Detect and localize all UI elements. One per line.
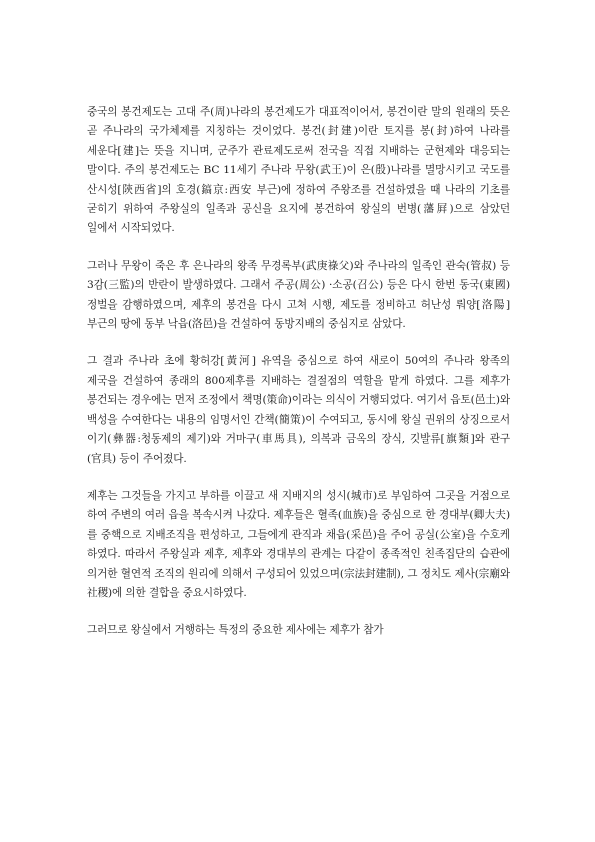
paragraph-zhou-feudalism-origin: 중국의 봉건제도는 고대 주(周)나라의 봉건제도가 대표적이어서, 봉건이란 말의 원래의 뜻은 곧 주나라의 국가체제를 지칭하는 것이었다. 봉건(封建)이란 토지를 봉(封)하여 나라를 세운다[建]는 뜻을 지니며, 군주가 관료제도로써 전국을 직접 지배하는 군현제와 대응되는 말이다. 주의 봉건제도는 BC 11세기 주나라 무왕(武王)이 은(殷)나라를 멸망시키고 국도를 산시성[陝西省]의 호경(鎬京:西安 부근)에 정하여 주왕조를 건설하였을 때 나라의 기초를 굳히기 위하여 주왕실의 일족과 공신을 요지에 봉건하여 왕실의 번병(藩屛)으로 삼았던 일에서 시작되었다.: [87, 106, 510, 235]
paragraph-royal-clan-states: 그 결과 주나라 초에 황허강[黃河] 유역을 중심으로 하여 새로이 50여의 주나라 왕족의 제국을 건설하여 종래의 800제후를 지배하는 결절점의 역할을 맡게 하였다. 그를 제후가 봉건되는 경우에는 먼저 조정에서 책명(策命)이라는 의식이 거행되었다. 여기서 읍토(邑土)와 백성을 수여한다는 내용의 임명서인 간책(簡策)이 수여되고, 동시에 왕실 권위의 상징으로서 이기(彝器:청동제의 제기)와 거마구(車馬具), 의복과 금옥의 장식, 깃발류[旗類]와 관구(官具) 등이 주어졌다.: [87, 355, 510, 465]
paragraph-lords-governance: 제후는 그것들을 가지고 부하를 이끌고 새 지배지의 성시(城市)로 부임하여 그곳을 거점으로 하여 주변의 여러 읍을 복속시켜 나갔다. 제후들은 혈족(血族)을 중심으로 한 경대부(卿大夫)를 중핵으로 지배조직을 편성하고, 그들에게 관직과 채읍(采邑)을 주어 공실(公室)을 수호케 하였다. 따라서 주왕실과 제후, 제후와 경대부의 관계는 다같이 종족적인 친족집단의 습관에 의거한 혈연적 조직의 원리에 의해서 구성되어 있었으며(宗法封建制), 그 정치도 제사(宗廟와 社稷)에 의한 결합을 중요시하였다.: [87, 489, 510, 599]
paragraph-three-overseers-rebellion: 그러나 무왕이 죽은 후 은나라의 왕족 무경록부(武庚祿父)와 주나라의 일족인 관숙(管叔) 등 3감(三監)의 반란이 발생하였다. 그래서 주공(周公) ·소공(召公) 등은 다시 한번 동국(東國)정벌을 감행하였으며, 제후의 봉건을 다시 고쳐 시행, 제도를 정비하고 허난성 뤄양[洛陽] 부근의 땅에 동부 낙읍(洛邑)을 건설하여 동방지배의 중심지로 삼았다.: [87, 259, 510, 331]
document-body: [87, 103, 510, 659]
paragraph-royal-rites: 그러므로 왕실에서 거행하는 특정의 중요한 제사에는 제후가 참가: [87, 624, 384, 637]
